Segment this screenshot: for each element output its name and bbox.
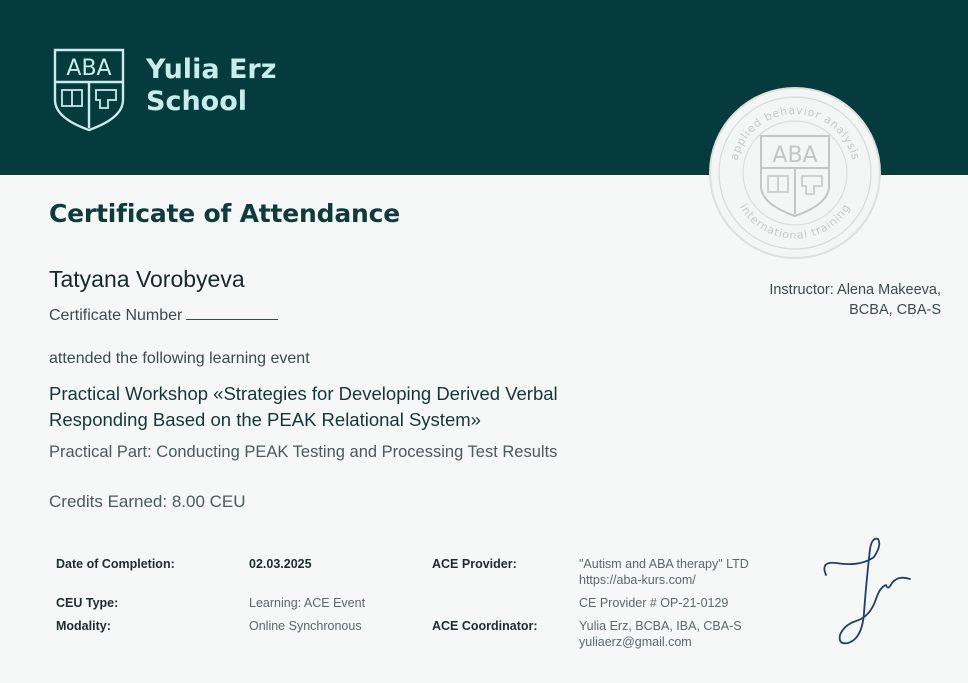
signature-icon — [816, 535, 916, 650]
certificate-title: Certificate of Attendance — [49, 199, 400, 228]
svg-text:ABA: ABA — [66, 56, 112, 81]
event-title-line2: Responding Based on the PEAK Relational System» — [49, 409, 481, 430]
school-logo-shield-icon — [52, 48, 126, 132]
school-name-line1: Yulia Erz — [146, 54, 277, 85]
certificate-number-blank — [186, 306, 278, 320]
aba-seal-icon — [708, 86, 882, 260]
practical-part: Practical Part: Conducting PEAK Testing and Processing Test Results — [49, 443, 558, 461]
coordinator-name: Yulia Erz, BCBA, IBA, CBA-S — [579, 619, 742, 633]
event-title-line1: Practical Workshop «Strategies for Developing Derived Verbal — [49, 383, 558, 404]
svg-text:ABA: ABA — [772, 143, 818, 168]
coordinator-label: ACE Coordinator: — [432, 619, 538, 633]
provider-label: ACE Provider: — [432, 557, 517, 571]
school-name — [146, 54, 276, 118]
recipient-name: Tatyana Vorobyeva — [49, 266, 245, 292]
instructor-info — [681, 280, 941, 320]
ceu-type-label: CEU Type: — [56, 596, 119, 610]
modality-label: Modality: — [56, 619, 111, 633]
completion-label: Date of Completion: — [56, 557, 175, 571]
svg-text:international training: international training — [736, 201, 854, 242]
provider-name: "Autism and ABA therapy" LTD — [579, 557, 749, 571]
attended-text: attended the following learning event — [49, 350, 310, 367]
instructor-line2: BCBA, CBA-S — [849, 302, 941, 318]
instructor-line1: Instructor: Alena Makeeva, — [769, 282, 941, 298]
certificate-number — [49, 306, 278, 325]
completion-value: 02.03.2025 — [249, 557, 312, 571]
certificate-number-label: Certificate Number — [49, 307, 183, 324]
provider-number: CE Provider # OP-21-0129 — [579, 596, 729, 610]
modality-value: Online Synchronous — [249, 619, 362, 633]
credits-earned: Credits Earned: 8.00 CEU — [49, 492, 246, 511]
provider-url: https://aba-kurs.com/ — [579, 573, 696, 587]
coordinator-email: yuliaerz@gmail.com — [579, 635, 692, 649]
event-title — [49, 381, 689, 433]
school-name-line2: School — [146, 86, 248, 117]
svg-text:applied behavior analysis: applied behavior analysis — [727, 103, 863, 162]
ceu-type-value: Learning: ACE Event — [249, 596, 366, 610]
